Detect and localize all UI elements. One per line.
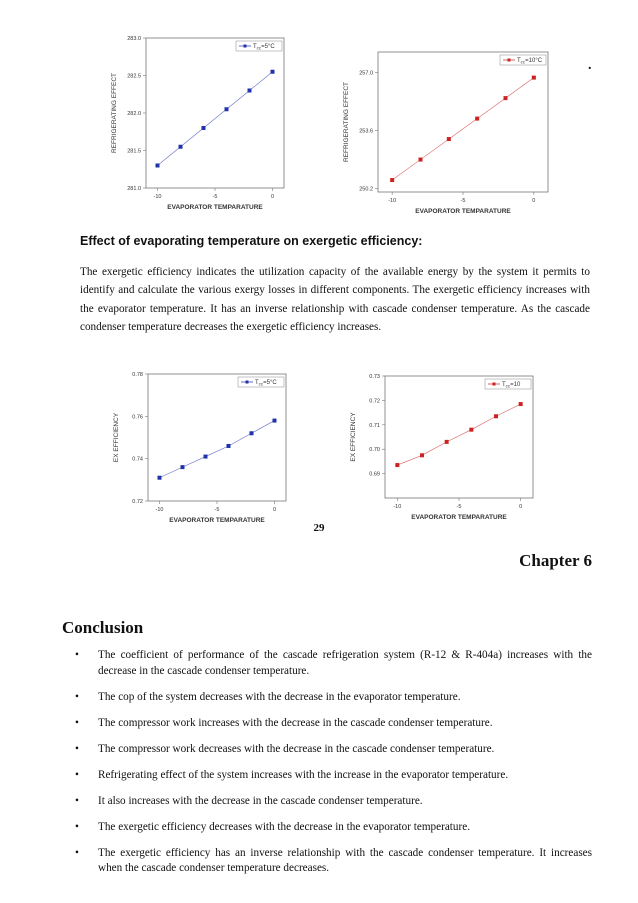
chart-refrigerating-effect-tcc10 bbox=[318, 36, 563, 216]
y-tick-label: 0.74 bbox=[132, 456, 143, 463]
data-point bbox=[273, 419, 277, 423]
data-point bbox=[395, 463, 399, 467]
y-tick-label: 0.71 bbox=[369, 422, 380, 429]
y-tick-label: 0.73 bbox=[369, 374, 380, 380]
x-tick-label: -5 bbox=[212, 194, 218, 200]
data-point bbox=[447, 137, 451, 141]
data-point bbox=[181, 465, 185, 469]
x-tick-label: -10 bbox=[393, 504, 402, 510]
data-point bbox=[504, 96, 508, 100]
list-item bbox=[75, 820, 592, 836]
list-item bbox=[75, 716, 592, 732]
list-item bbox=[75, 742, 592, 758]
chart-svg bbox=[72, 28, 297, 213]
y-tick-label: 282.5 bbox=[127, 73, 141, 80]
list-item-text: Refrigerating effect of the system increases with the increase in the evaporator temperature. bbox=[98, 768, 509, 781]
chart-exergetic-efficiency-tcc10 bbox=[315, 366, 550, 521]
y-tick-label: 0.72 bbox=[132, 499, 143, 505]
list-item-text: The compressor work increases with the decrease in the cascade condenser temperature. bbox=[98, 716, 493, 729]
y-tick-label: 0.70 bbox=[369, 447, 380, 454]
plot-frame bbox=[148, 374, 286, 501]
data-point bbox=[250, 431, 254, 435]
y-tick-label: 283.0 bbox=[127, 36, 141, 42]
chart-svg bbox=[80, 366, 302, 524]
y-tick-label: 0.78 bbox=[132, 372, 143, 378]
body-paragraph: The exergetic efficiency indicates the utilization capacity of the available energy by the system it permits to identify and calculate the various exergy losses in different components. The exergetic efficiency increases with the evaporator temperature. It has an inverse relationship with cascade condenser temperature. As the cascade condenser temperature decreases the exergetic efficiency increases. bbox=[80, 266, 590, 334]
x-tick-label: -5 bbox=[460, 198, 466, 204]
list-item bbox=[75, 648, 592, 679]
y-tick-label: 0.69 bbox=[369, 471, 380, 478]
x-tick-label: -5 bbox=[456, 504, 462, 510]
data-point bbox=[445, 440, 449, 444]
x-axis-label: EVAPORATOR TEMPARATURE bbox=[169, 517, 265, 524]
legend-label: $T_{cc}=10$ bbox=[502, 382, 521, 389]
chart-exergetic-efficiency-tcc5 bbox=[80, 366, 302, 524]
legend-marker bbox=[244, 45, 247, 48]
plot-frame bbox=[146, 38, 284, 188]
x-axis-label: EVAPORATOR TEMPARATURE bbox=[415, 208, 511, 215]
bullet-icon: • bbox=[75, 742, 79, 755]
x-tick-label: -10 bbox=[388, 198, 397, 204]
section-heading: Effect of evaporating temperature on exergetic efficiency: bbox=[80, 234, 423, 248]
bullet-icon: • bbox=[75, 820, 79, 833]
y-tick-label: 0.76 bbox=[132, 414, 143, 421]
data-point bbox=[420, 453, 424, 457]
legend-label: $T_{cc}=10^\circ C$ bbox=[517, 58, 543, 65]
data-point bbox=[202, 126, 206, 130]
data-point bbox=[225, 107, 229, 111]
list-item bbox=[75, 794, 592, 810]
list-item-text: The exergetic efficiency has an inverse relationship with the cascade condenser temperature. It increases when the cascade condenser temperature decreases. bbox=[98, 846, 592, 874]
bullet-icon: • bbox=[75, 716, 79, 729]
data-point bbox=[204, 455, 208, 459]
data-point bbox=[248, 89, 252, 93]
chapter-heading: Chapter 6 bbox=[519, 551, 592, 570]
data-point bbox=[469, 428, 473, 432]
x-tick-label: 0 bbox=[270, 194, 275, 200]
y-axis-label: REFRIGERATING EFFECT bbox=[343, 81, 350, 163]
y-tick-label: 281.5 bbox=[127, 148, 141, 155]
y-tick-label: 281.0 bbox=[127, 186, 141, 192]
y-axis-label: EX EFFICIENCY bbox=[113, 412, 120, 463]
conclusion-heading: Conclusion bbox=[62, 618, 144, 637]
legend-marker bbox=[508, 59, 511, 62]
data-point bbox=[179, 145, 183, 149]
y-tick-label: 282.0 bbox=[127, 111, 141, 117]
bullet-icon: • bbox=[75, 794, 79, 807]
chart-refrigerating-effect-tcc5 bbox=[72, 28, 297, 213]
y-axis-label: REFRIGERATING EFFECT bbox=[111, 72, 118, 154]
bullet-icon: • bbox=[75, 649, 79, 661]
list-item bbox=[75, 690, 592, 706]
chart-svg bbox=[318, 36, 563, 216]
data-point bbox=[494, 414, 498, 418]
legend-label: $T_{cc}=5^\circ C$ bbox=[255, 380, 277, 387]
data-point bbox=[419, 158, 423, 162]
y-tick-label: 250.2 bbox=[359, 186, 373, 193]
data-point bbox=[390, 178, 394, 182]
list-item bbox=[75, 846, 592, 877]
bullet-icon: • bbox=[75, 768, 79, 781]
legend-label: $T_{cc}=5^\circ C$ bbox=[253, 44, 275, 51]
bullet-icon: • bbox=[75, 690, 79, 703]
data-point bbox=[532, 76, 536, 80]
x-tick-label: -10 bbox=[155, 507, 164, 513]
x-tick-label: -10 bbox=[153, 194, 162, 200]
y-tick-label: 253.6 bbox=[359, 128, 373, 135]
list-item-text: The compressor work decreases with the decrease in the cascade condenser temperature. bbox=[98, 742, 495, 755]
list-item-text: It also increases with the decrease in the cascade condenser temperature. bbox=[98, 794, 423, 807]
x-axis-label: EVAPORATOR TEMPARATURE bbox=[167, 204, 263, 211]
x-tick-label: 0 bbox=[519, 504, 523, 510]
data-point bbox=[158, 476, 162, 480]
list-item-text: The exergetic efficiency decreases with the decrease in the evaporator temperature. bbox=[98, 820, 470, 833]
page-number: 29 bbox=[313, 522, 325, 534]
bullet-icon: • bbox=[75, 846, 79, 859]
plot-frame bbox=[385, 376, 533, 498]
x-tick-label: 0 bbox=[272, 507, 277, 513]
data-point bbox=[475, 117, 479, 121]
top-right-dot: . bbox=[588, 58, 592, 73]
x-axis-label: EVAPORATOR TEMPARATURE bbox=[411, 514, 507, 521]
y-tick-label: 0.72 bbox=[369, 398, 380, 405]
list-item bbox=[75, 768, 592, 784]
data-point bbox=[271, 70, 275, 74]
data-point bbox=[519, 402, 523, 406]
list-item-text: The coefficient of performance of the cascade refrigeration system (R-12 & R-404a) increases with the decrease in the cascade condenser temperature. bbox=[98, 649, 592, 677]
legend-marker bbox=[493, 383, 496, 386]
list-item-text: The cop of the system decreases with the decrease in the evaporator temperature. bbox=[98, 690, 461, 703]
data-point bbox=[227, 444, 231, 448]
conclusion-list bbox=[75, 648, 592, 887]
data-point bbox=[156, 164, 160, 168]
legend-marker bbox=[246, 381, 249, 384]
chart-svg bbox=[315, 366, 550, 521]
x-tick-label: 0 bbox=[532, 198, 536, 204]
y-tick-label: 257.0 bbox=[359, 70, 373, 77]
plot-frame bbox=[378, 52, 548, 192]
x-tick-label: -5 bbox=[214, 507, 220, 513]
y-axis-label: EX EFFICIENCY bbox=[350, 412, 357, 462]
